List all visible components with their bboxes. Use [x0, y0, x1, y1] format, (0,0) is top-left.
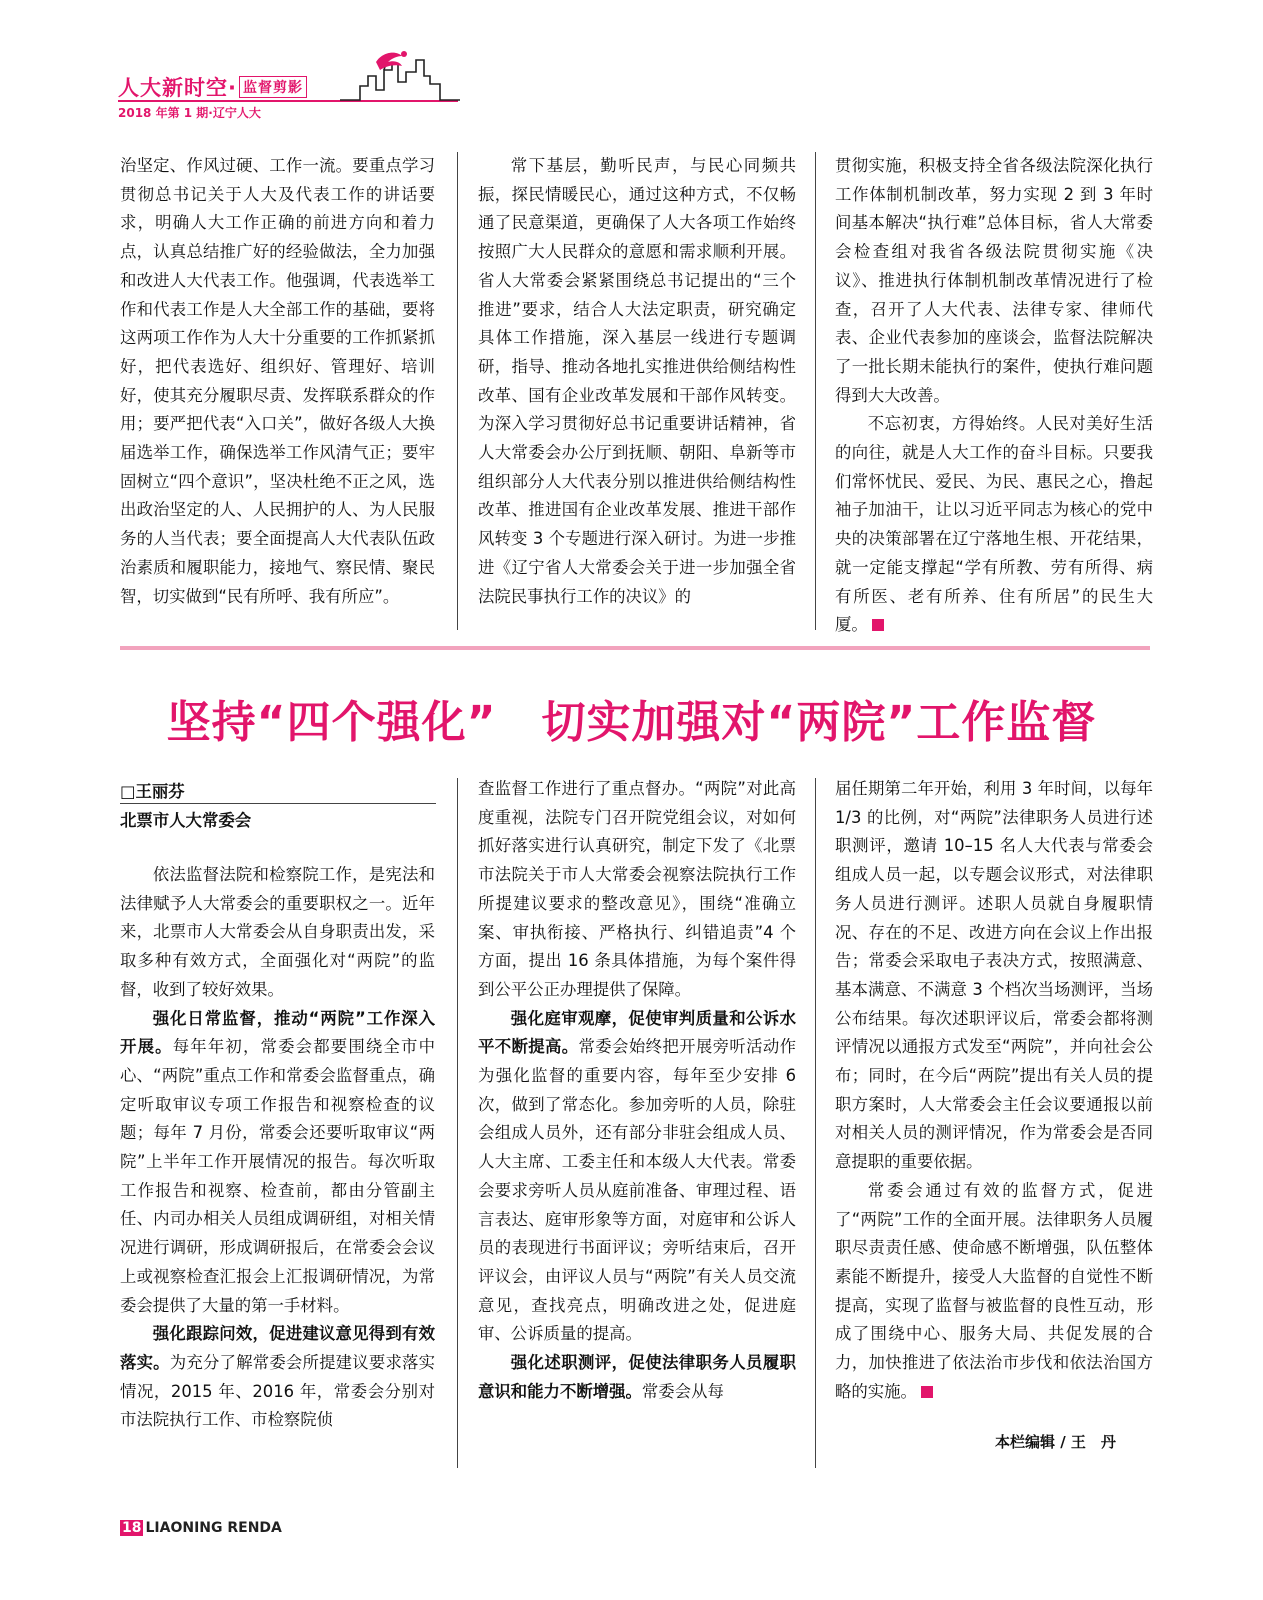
paragraph: 强化庭审观摩，促使审判质量和公诉水平不断提高。常委会始终把开展旁听活动作为强化监督的重要内容，每年至少安排 6 次，做到了常态化。参加旁听的人员，除驻会组成人员外，还有部分非驻会组成人员、人大主席、工委主任和本级人大代表。常委会要求旁听人员从庭前准备、审理过程、语言表达、庭审形象等方面，对庭审和公诉人员的表现进行书面评议；旁听结束后，召开评议会，由评议人员与“两院”有关人员交流意见，查找亮点，明确改进之处，促进庭审、公诉质量的提高。 — [478, 1008, 797, 1344]
paragraph: 常委会通过有效的监督方式，促进了“两院”工作的全面开展。法律职务人员履职尽责责任感、使命感不断增强，队伍整体素能不断提升，接受人大监督的自觉性不断提高，实现了监督与被监督的良性互动，形成了围绕中心、服务大局、共促发展的合力，加快推进了依法治市步伐和依法治国方略的实施。 — [835, 1180, 1153, 1401]
paragraph: 强化跟踪问效，促进建议意见得到有效落实。为充分了解常委会所提建议要求落实情况，2015 年、2016 年，常委会分别对市法院执行工作、市检察院侦 — [120, 1324, 436, 1430]
author-rule — [120, 803, 436, 804]
top-column-2 — [478, 152, 796, 611]
end-mark-icon — [872, 619, 884, 631]
paragraph: 常下基层，勤听民声，与民心同频共振，探民情暖民心，通过这种方式，不仅畅通了民意渠道，更确保了人大各项工作始终按照广大人民群众的意愿和需求顺利开展。省人大常委会紧紧围绕总书记提出的“三个推进”要求，结合人大法定职责，研究确定具体工作措施，深入基层一线进行专题调研，指导、推动各地扎实推进供给侧结构性改革、国有企业改革发展和干部作风转变。为深入学习贯彻好总书记重要讲话精神，省人大常委会办公厅到抚顺、朝阳、阜新等市组织部分人大代表分别以推进供给侧结构性改革、推进国有企业改革发展、推进干部作风转变 3 个专题进行深入研讨。为进一步推进《辽宁省人大常委会关于进一步加强全省法院民事执行工作的决议》的 — [478, 156, 796, 606]
paragraph: 治坚定、作风过硬、工作一流。要重点学习贯彻总书记关于人大及代表工作的讲话要求，明确人大工作正确的前进方向和着力点，认真总结推广好的经验做法，全力加强和改进人大代表工作。他强调，代表选举工作和代表工作是人大全部工作的基础，要将这两项工作作为人大十分重要的工作抓紧抓好，把代表选好、组织好、管理好、培训好，使其充分履职尽责、发挥联系群众的作用；要严把代表“入口关”，做好各级人大换届选举工作，确保选举工作风清气正；要牢固树立“四个意识”，坚决杜绝不正之风，选出政治坚定的人、人民拥护的人、为人民服务的人当代表；要全面提高人大代表队伍政治素质和履职能力，接地气、察民情、聚民智，切实做到“民有所呼、我有所应”。 — [120, 156, 435, 606]
end-mark-icon — [921, 1386, 933, 1398]
paragraph: 查监督工作进行了重点督办。“两院”对此高度重视，法院专门召开院党组会议，对如何抓好落实进行认真研究，制定下发了《北票市法院关于市人大常委会视察法院执行工作所提建议要求的整改意见》，围绕“准确立案、审执衔接、严格执行、纠错追责”4 个方面，提出 16 条具体措施，为每个案件得到公平公正办理提供了保障。 — [478, 779, 796, 999]
top-column-1 — [120, 152, 435, 611]
article-column-1 — [120, 861, 435, 1435]
paragraph: 贯彻实施，积极支持全省各级法院深化执行工作体制机制改革，努力实现 2 到 3 年时间基本解决“执行难”总体目标，省人大常委会检查组对我省各级法院贯彻实施《决议》、推进执行体制机制改革情况进行了检查，召开了人大代表、法律专家、律师代表、企业代表参加的座谈会，监督法院解决了一批长期未能执行的案件，使执行难问题得到大大改善。 — [835, 156, 1153, 405]
issue-line: 2018 年第 1 期·辽宁人大 — [118, 106, 261, 120]
page-number: 18 — [122, 1520, 142, 1536]
column-divider — [457, 778, 458, 1468]
column-divider — [815, 152, 816, 630]
column-divider — [457, 152, 458, 630]
magazine-title — [118, 72, 307, 102]
article-column-2 — [478, 775, 796, 1406]
paragraph: 强化述职测评，促使法律职务人员履职意识和能力不断增强。常委会从每 — [478, 1353, 796, 1401]
top-column-3 — [835, 152, 1153, 640]
article-title: 坚持“四个强化” 切实加强对“两院”工作监督 — [166, 697, 1097, 748]
paragraph: 届任期第二年开始，利用 3 年时间，以每年 1/3 的比例，对“两院”法律职务人员进行述职测评，邀请 10–15 名人大代表与常委会组成人员一起，以专题会议形式，对法律职务人员进行测评。述职人员就自身履职情况、存在的不足、改进方向在会议上作出报告；常委会采取电子表决方式，按照满意、基本满意、不满意 3 个档次当场测评，当场公布结果。每次述职评议后，常委会都将测评情况以通报方式发至“两院”，并向社会公布；同时，在今后“两院”提出有关人员的提职方案时，人大常委会主任会议要通报以前对相关人员的测评情况，作为常委会是否同意提职的重要依据。 — [835, 779, 1153, 1172]
author-organization: 北票市人大常委会 — [120, 811, 252, 830]
paragraph: 强化日常监督，推动“两院”工作深入开展。每年年初，常委会都要围绕全市中心、“两院”重点工作和常委会监督重点，确定听取审议专项工作报告和视察检查的议题；每年 7 月份，常委会还要听取审议“两院”上半年工作开展情况的报告。每次听取工作报告和视察、检查前，都由分管副主任、内司办相关人员组成调研组，对相关情况进行调研，形成调研报后，在常委会会议上或视察检查汇报会上汇报调研情况，为常委会提供了大量的第一手材料。 — [120, 1008, 436, 1315]
column-divider — [815, 778, 816, 1468]
skyline-logo-icon — [340, 46, 460, 106]
page-footer — [120, 1520, 282, 1536]
paragraph: 不忘初衷，方得始终。人民对美好生活的向往，就是人大工作的奋斗目标。只要我们常怀忧民、爱民、为民、惠民之心，撸起袖子加油干，让以习近平同志为核心的党中央的决策部署在辽宁落地生根、开花结果，就一定能支撑起“学有所教、劳有所得、病有所医、老有所养、住有所居”的民生大厦。 — [835, 414, 1153, 635]
section-label: 监督剪影 — [239, 76, 307, 98]
magazine-name: 人大新时空· — [118, 76, 237, 100]
author: □王丽芬 — [120, 782, 185, 801]
paragraph: 依法监督法院和检察院工作，是宪法和法律赋予人大常委会的重要职权之一。近年来，北票市人大常委会从自身职责出发，采取多种有效方式，全面强化对“两院”的监督，收到了较好效果。 — [120, 865, 435, 999]
column-editor: 本栏编辑 / 王 丹 — [995, 1433, 1116, 1451]
article-column-3 — [835, 775, 1153, 1406]
section-divider — [120, 646, 1150, 650]
publication-name: LIAONING RENDA — [145, 1520, 282, 1536]
